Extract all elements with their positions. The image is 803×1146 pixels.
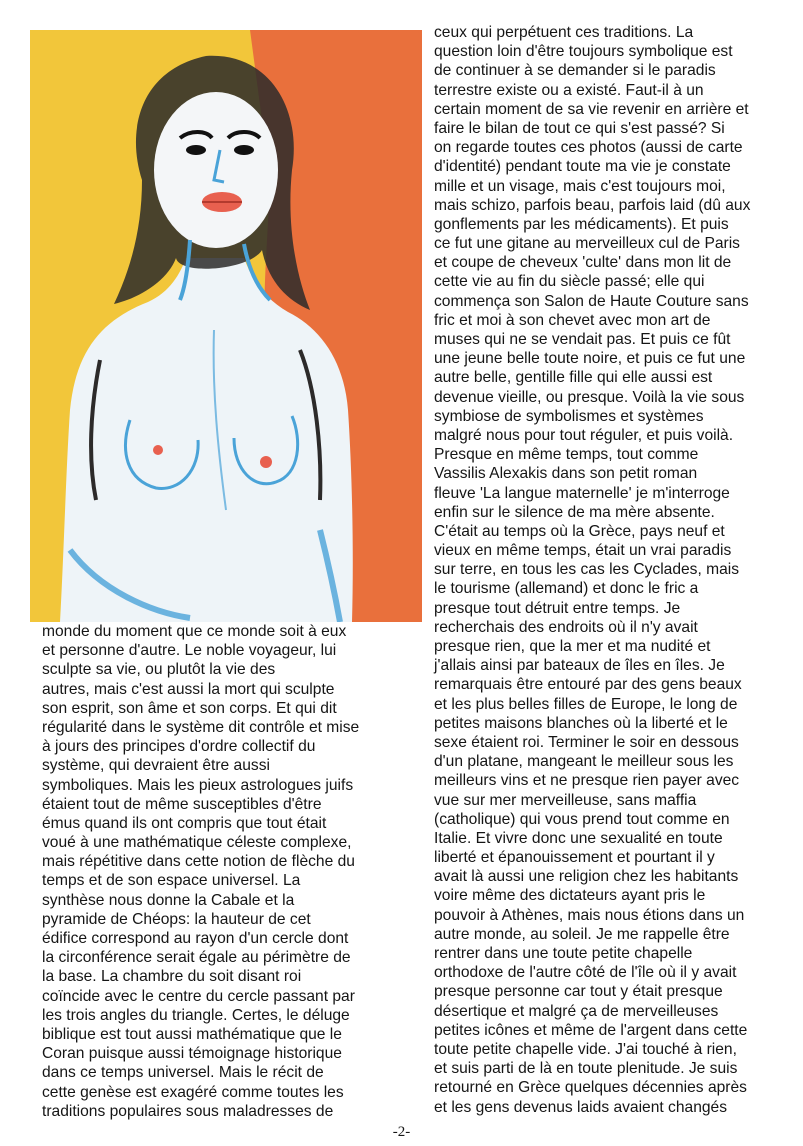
text-line: et les plus belles filles de Europe, le long de [434, 695, 738, 713]
text-line: la circonférence serait égale au périmètre de [42, 949, 351, 967]
text-line: la base. La chambre du soit disant roi [42, 968, 302, 986]
text-line: presque rien, que la mer et ma nudité et [434, 638, 711, 655]
text-line: et suis parti de là en toute plenitude. Je suis [434, 1060, 738, 1078]
text-line: temps et de son espace universel. La [42, 872, 301, 890]
text-line: son esprit, son âme et son corps. Et qui dit [42, 699, 337, 717]
text-line: devenue vieille, ou presque. Voilà la vie sous [434, 388, 745, 406]
text-line: certain moment de sa vie revenir en arrière et [434, 100, 749, 118]
text-line: biblique est tout aussi mathématique que le [42, 1025, 342, 1043]
text-line: vue sur mer merveilleuse, sans maffia [434, 791, 697, 809]
text-line: autres, mais c'est aussi la mort qui sculpte [42, 680, 335, 698]
text-line: fleuve 'La langue maternelle' je m'interroge [434, 484, 730, 502]
text-line: les trois angles du triangle. Certes, le déluge [42, 1006, 350, 1024]
text-line: cette genèse est exagéré comme toutes les [42, 1083, 344, 1101]
text-line: rentrer dans une toute petite chapelle [434, 945, 693, 962]
painting-of-woman-icon [30, 30, 422, 622]
text-line: d'un platane, mangeant le meilleur sous les [434, 753, 734, 771]
text-line: question loin d'être toujours symbolique est [434, 43, 733, 61]
text-line: C'était au temps où la Grèce, pays neuf et [434, 522, 725, 540]
text-line: retourné en Grèce quelques décennies après [434, 1079, 747, 1097]
text-line: toute petite chapelle vide. J'ai touché à rien, [434, 1040, 737, 1058]
text-line: de continuer à se demander si le paradis [434, 62, 716, 80]
text-line: terrestre existe ou a existé. Faut-il à un [434, 81, 704, 99]
text-line: fric et moi à son chevet avec mon art de [434, 311, 711, 329]
text-line: ceux qui perpétuent ces traditions. La [434, 24, 694, 41]
text-line: j'allais ainsi par bateaux de îles en îles. Je [434, 657, 725, 675]
text-line: monde du moment que ce monde soit à eux [42, 623, 347, 640]
text-line: avait là aussi une religion chez les habitants [434, 868, 739, 886]
text-line: on regarde toutes ces photos (aussi de carte [434, 139, 743, 157]
text-line: édifice correspond au rayon d'un cercle dont [42, 930, 349, 947]
text-line: Presque en même temps, tout comme [434, 446, 699, 464]
text-line: synthèse nous donne la Cabale et la [42, 891, 295, 909]
text-line: orthodoxe de l'autre côté de l'île où il y avait [434, 964, 737, 982]
text-line: désertique et malgré ça de merveilleuses [434, 1002, 719, 1020]
text-line: traditions populaires sous maladresses de [42, 1102, 334, 1120]
text-line: presque tout détruit entre temps. Je [434, 599, 681, 617]
text-line: sur terre, en tous les cas les Cyclades, mais [434, 561, 740, 579]
text-line: d'identité) pendant toute ma vie je constate [434, 158, 731, 176]
text-line: autre monde, au soleil. Je me rappelle être [434, 925, 730, 943]
text-line: liberté et épanouissement et pourtant il y [434, 849, 715, 867]
text-line: malgré nous pour tout réguler, et puis voilà. [434, 426, 734, 444]
text-line: sculpte sa vie, ou plutôt la vie des [42, 661, 276, 679]
text-line: le tourisme (allemand) et donc le fric a [434, 580, 699, 598]
text-line: autre belle, gentille fille qui elle aussi est [434, 369, 713, 387]
text-line: mais répétitive dans cette notion de flèche du [42, 853, 355, 871]
text-line: et coupe de cheveux 'culte' dans mon lit de [434, 254, 732, 272]
text-line: ce fut une gitane au merveilleux cul de Paris [434, 235, 740, 253]
text-line: cette vie au fin du siècle passé; elle qui [434, 273, 705, 291]
text-line: faire le bilan de tout ce qui s'est passé? Si [434, 119, 725, 137]
text-line: meilleurs vins et ne presque rien payer avec [434, 772, 740, 790]
text-line: remarquais être entouré par des gens beaux [434, 676, 742, 694]
left-text-column [42, 622, 422, 1121]
text-line: à jours des principes d'ordre collectif du [42, 738, 316, 756]
text-line: mais schizo, parfois beau, parfois laid (dû aux [434, 196, 751, 214]
text-line: sexe étaient roi. Terminer le soir en dessous [434, 733, 739, 751]
text-line: et personne d'autre. Le noble voyageur, lui [42, 642, 337, 660]
text-line: coïncide avec le centre du cercle passant par [42, 987, 355, 1005]
page-number: -2- [392, 1124, 411, 1140]
text-line: Italie. Et vivre donc une sexualité en toute [434, 829, 723, 847]
text-line: commença son Salon de Haute Couture sans [434, 292, 749, 310]
text-line: émus quand ils ont compris que tout était [42, 814, 327, 832]
text-line: système, qui devraient être aussi [42, 757, 270, 775]
text-line: petites icônes et même de l'argent dans cette [434, 1021, 748, 1039]
text-line: voire même des dictateurs ayant pris le [434, 887, 706, 905]
text-line: recherchais des endroits où il n'y avait [434, 618, 698, 636]
text-line: voué à une mathématique céleste complexe, [42, 834, 352, 852]
text-line: mille et un visage, mais c'est toujours moi, [434, 177, 726, 195]
text-line: symbiose de symbolismes et systèmes [434, 407, 704, 425]
right-text-column [434, 23, 796, 1117]
text-line: (catholique) qui vous prend tout comme en [434, 810, 730, 828]
text-line: petites maisons blanches où la liberté et le [434, 714, 728, 732]
text-line: et les gens devenus laids avaient changés [434, 1098, 728, 1116]
text-line: une jeune belle toute noire, et puis ce fut une [434, 350, 746, 368]
text-line: Vassilis Alexakis dans son petit roman [434, 465, 698, 483]
text-line: presque personne car tout y était presque [434, 983, 723, 1001]
text-line: enfin sur le silence de ma mère absente. [434, 503, 715, 521]
text-line: vieux en même temps, était un vrai paradis [434, 542, 732, 560]
text-line: pyramide de Chéops: la hauteur de cet [42, 910, 311, 928]
text-line: Coran puisque aussi témoignage historique [42, 1045, 342, 1063]
text-line: régularité dans le système dit contrôle et mise [42, 718, 360, 736]
text-line: dans ce temps universel. Mais le récit de [42, 1064, 324, 1082]
text-line: muses qui ne se vendait pas. Et puis ce fût [434, 331, 731, 348]
text-line: symboliques. Mais les pieux astrologues juifs [42, 776, 354, 794]
text-line: étaient tout de même susceptibles d'être [42, 795, 322, 813]
painting-illustration [30, 30, 422, 622]
text-line: pouvoir à Athènes, mais nous étions dans un [434, 906, 745, 924]
text-line: gonflements par les médicaments). Et puis [434, 215, 729, 233]
